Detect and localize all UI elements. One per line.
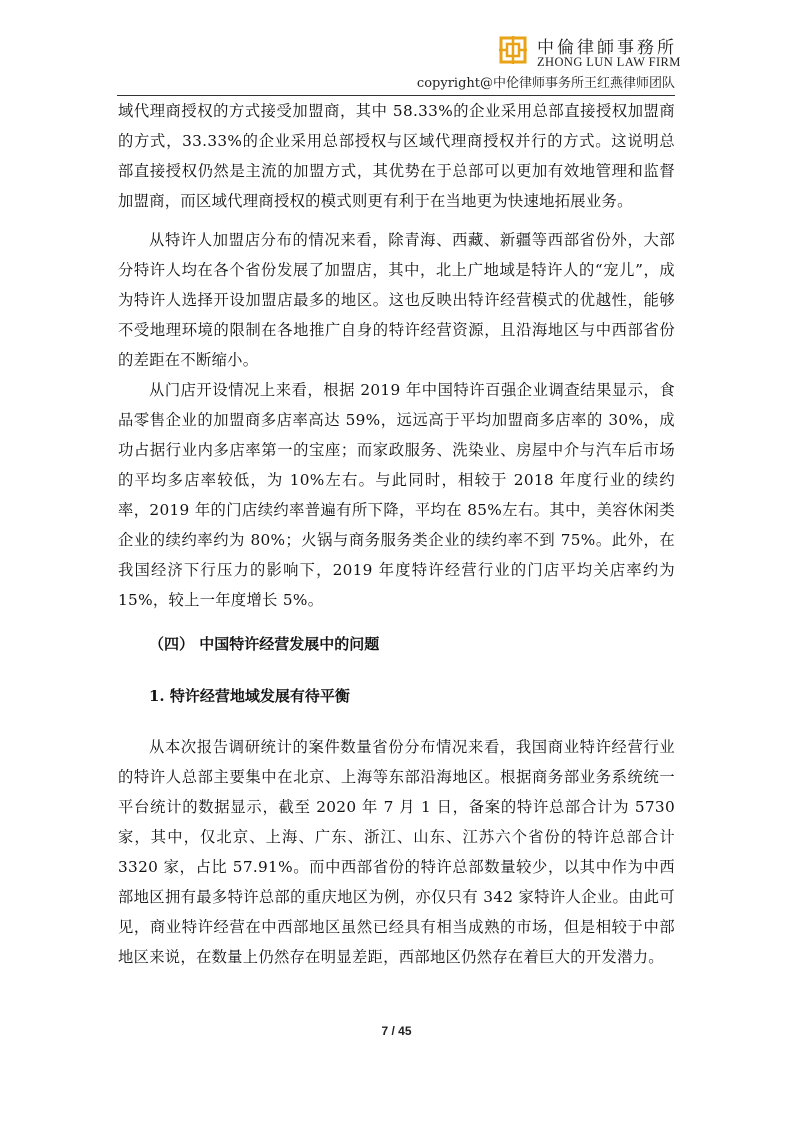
section-heading: （四） 中国特许经营发展中的问题	[149, 635, 380, 653]
paragraph-store-opening: 从门店开设情况上来看，根据 2019 年中国特许百强企业调查结果显示，食品零售企业的加盟商多店率高达 59%，远远高于平均加盟商多店率的 30%，成功占据行业内多店率第一的宝座；而家政服务、洗染业、房屋中介与汽车后市场的平均多店率较低，为 10%左右。与此同时，相较于 2018 年度行业的续约率，2019 年的门店续约率普遍有所下降，平均在 85%左右。其中，美容休闲类企业的续约率约为 80%；火锅与商务服务类企业的续约率不到 75%。此外，在我国经济下行压力的影响下，2019 年度特许经营行业的门店平均关店率约为 15%，较上一年度增长 5%。	[118, 381, 675, 609]
subsection-heading: 1. 特许经营地域发展有待平衡	[149, 687, 350, 705]
zhonglun-logo-icon	[499, 36, 527, 64]
paragraph-regional-imbalance: 从本次报告调研统计的案件数量省份分布情况来看，我国商业特许经营行业的特许人总部主要集中在北京、上海等东部沿海地区。根据商务部业务系统统一平台统计的数据显示，截至 2020 年 7 月 1 日，备案的特许总部合计为 5730 家，其中，仅北京、上海、广东、浙江、山东、江苏六个省份的特许总部合计 3320 家，占比 57.91%。而中西部省份的特许总部数量较少，以其中作为中西部地区拥有最多特许总部的重庆地区为例，亦仅只有 342 家特许人企业。由此可见，商业特许经营在中西部地区虽然已经具有相当成熟的市场，但是相较于中部地区来说，在数量上仍然存在明显差距，西部地区仍然存在着巨大的开发潜力。	[118, 738, 675, 966]
copyright-notice: copyright@中伦律师事务所王红燕律师团队	[416, 76, 675, 91]
document-body	[118, 96, 675, 972]
firm-name-english: ZHONG LUN LAW FIRM	[537, 55, 681, 69]
page-header	[0, 0, 793, 100]
paragraph-store-distribution: 从特许人加盟店分布的情况来看，除青海、西藏、新疆等西部省份外，大部分特许人均在各个省份发展了加盟店，其中，北上广地域是特许人的“宠儿”，成为特许人选择开设加盟店最多的地区。这也反映出特许经营模式的优越性，能够不受地理环境的限制在各地推广自身的特许经营资源，且沿海地区与中西部省份的差距在不断缩小。	[118, 231, 675, 369]
page-number: 7 / 45	[381, 1024, 412, 1038]
firm-name-chinese: 中倫律師事務所	[537, 38, 677, 58]
paragraph-franchise-authorization: 域代理商授权的方式接受加盟商，其中 58.33%的企业采用总部直接授权加盟商的方式，33.33%的企业采用总部授权与区域代理商授权并行的方式。这说明总部直接授权仍然是主流的加盟方式，其优势在于总部可以更加有效地管理和监督加盟商，而区域代理商授权的模式则更有利于在当地更为快速地拓展业务。	[118, 102, 675, 210]
